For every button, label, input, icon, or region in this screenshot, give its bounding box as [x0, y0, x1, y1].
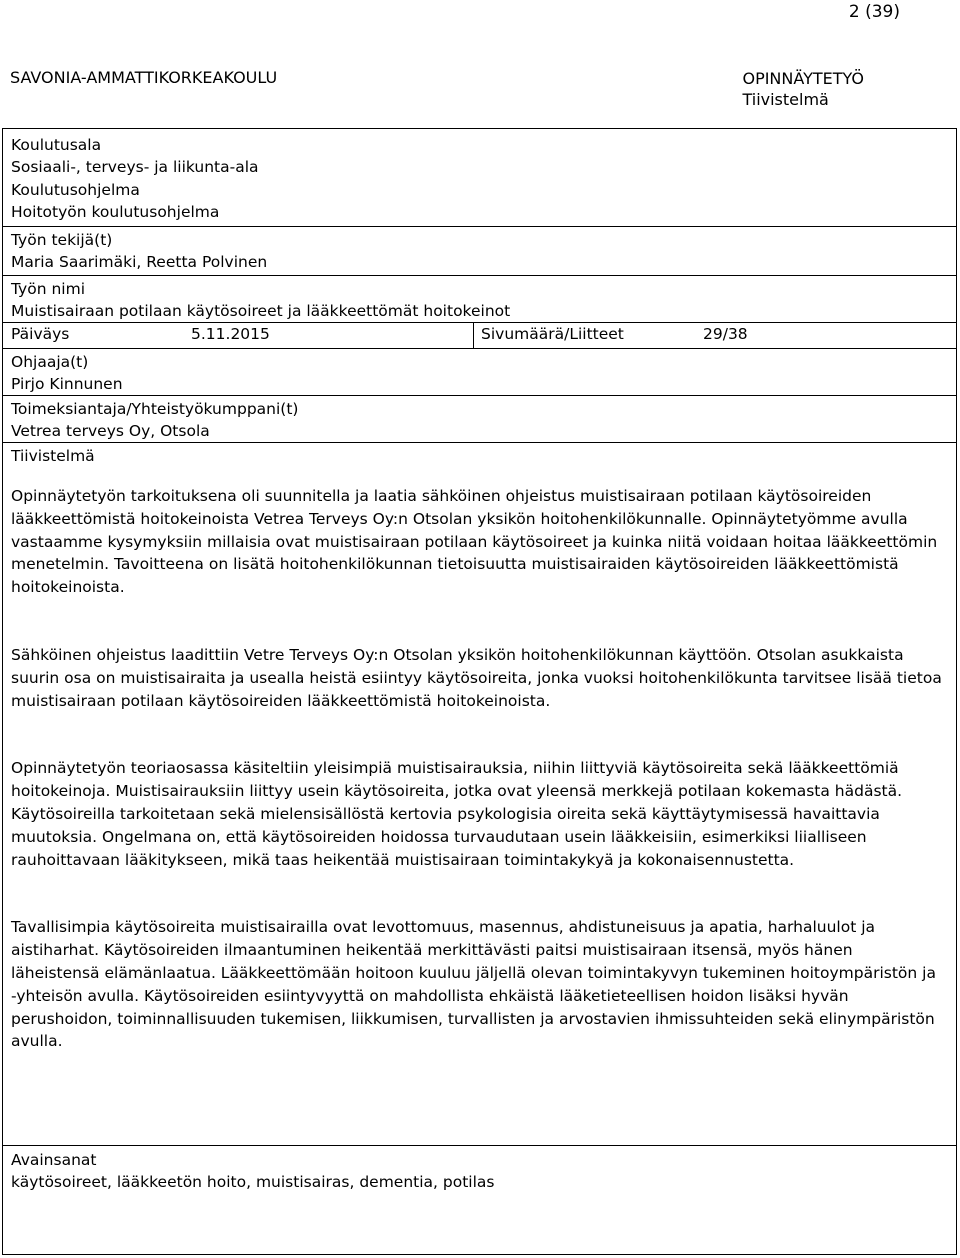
- date-label: Päiväys: [11, 325, 70, 343]
- title-value: Muistisairaan potilaan käytösoireet ja lääkkeettömät hoitokeinot: [11, 302, 511, 320]
- commissioner-row: [3, 395, 956, 444]
- supervisor-value: Pirjo Kinnunen: [11, 375, 123, 393]
- pages-value: 29/38: [703, 325, 748, 343]
- title-label: Työn nimi: [11, 280, 85, 298]
- summary-paragraph: Tavallisimpia käytösoireita muistisairailla ovat levottomuus, masennus, ahdistuneisuus ja apatia, harhaluulot ja aistiharhat. Käytösoireiden ilmaantuminen heikentää merkittävästi paitsi muistisairaan itsensä, myös hänen läheistensä elämänlaatua. Lääkkeettömään hoitoon kuuluu jäljellä olevan toimintakyvyn tukeminen hoitoympäristön ja -yhteisön avulla. Käytösoireiden esiintyvyyttä on mahdollista ehkäistä lääketieteellisen hoidon lisäksi hyvän perushoidon, toiminnallisuuden tukemisen, liikkumisen, turvallisten ja arvostavien ihmissuhteiden sekä elinympäristön avulla.: [11, 918, 936, 1051]
- pages-label: Sivumäärä/Liitteet: [481, 325, 624, 343]
- summary-paragraph: Opinnäytetyön teoriaosassa käsiteltiin yleisimpiä muistisairauksia, niihin liittyviä käytösoireita sekä lääkkeettömiä hoitokeinoja. Muistisairauksiin liittyy usein käytösoireita, jotka ovat yleensä merkkejä potilaan kokemasta hädästä. Käytösoireilla tarkoitetaan sekä mielensisällöstä kertovia psykologisia oireita sekä käyttäytymisessä havaittavia muutoksia. Ongelmana on, että käytösoireiden hoidossa turvaudutaan usein lääkkeisiin, esimerkiksi liialliseen rauhoittavaan lääkitykseen, mikä taas heikentää muistisairaan toimintakykyä ja kokonaisennustetta.: [11, 759, 903, 869]
- commissioner-value: Vetrea terveys Oy, Otsola: [11, 422, 210, 440]
- programme-value: Hoitotyön koulutusohjelma: [11, 203, 220, 221]
- summary-body: [11, 485, 942, 1098]
- title-row: [3, 275, 956, 324]
- programme-row: [3, 179, 956, 227]
- supervisor-label: Ohjaaja(t): [11, 353, 89, 371]
- summary-paragraph: Sähköinen ohjeistus laadittiin Vetre Terveys Oy:n Otsolan yksikön hoitohenkilökunnan käyttöön. Otsolan asukkaista suurin osa on muistisairaita ja usealla heistä esiintyy käytösoireita, jonka vuoksi hoitohenkilökunta tarvitsee lisää tietoa muistisairaan potilaan käytösoireiden lääkkeettömistä hoitokeinoista.: [11, 645, 942, 710]
- field-of-study-label: Koulutusala: [11, 136, 102, 154]
- authors-value: Maria Saarimäki, Reetta Polvinen: [11, 253, 268, 271]
- field-of-study-row: [3, 129, 956, 181]
- commissioner-label: Toimeksiantaja/Yhteistyökumppani(t): [11, 400, 299, 418]
- abstract-form: [2, 128, 957, 1255]
- organization-name: SAVONIA-AMMATTIKORKEAKOULU: [10, 68, 278, 87]
- authors-label: Työn tekijä(t): [11, 231, 113, 249]
- summary-label: Tiivistelmä: [11, 447, 95, 465]
- keywords-label: Avainsanat: [11, 1151, 97, 1169]
- keywords-row: [3, 1145, 956, 1256]
- keywords-value: käytösoireet, lääkkeetön hoito, muistisairas, dementia, potilas: [11, 1173, 495, 1191]
- document-type-subtitle: Tiivistelmä: [742, 90, 829, 109]
- supervisor-row: [3, 348, 956, 397]
- document-type-title: OPINNÄYTETYÖ: [742, 69, 864, 88]
- page-number: 2 (39): [848, 2, 900, 22]
- programme-label: Koulutusohjelma: [11, 181, 140, 199]
- field-of-study-value: Sosiaali-, terveys- ja liikunta-ala: [11, 158, 259, 176]
- cell-divider: [473, 323, 474, 349]
- date-value: 5.11.2015: [191, 325, 270, 343]
- date-pages-row: [3, 322, 956, 349]
- summary-paragraph: Opinnäytetyön tarkoituksena oli suunnitella ja laatia sähköinen ohjeistus muistisairaan potilaan käytösoireiden lääkkeettömistä hoitokeinoista Vetrea Terveys Oy:n Otsolan yksikön hoitohenkilökunnalle. Opinnäytetyömme avulla vastaamme kysymyksiin millaisia ovat muistisairaan potilaan käytösoireet ja kuinka niitä voidaan hoitaa lääkkeettömin menetelmin. Tavoitteena on lisätä hoitohenkilökunnan tietoisuutta muistisairaiden käytösoireiden lääkkeettömistä hoitokeinoista.: [11, 487, 938, 597]
- document-type: [742, 68, 864, 110]
- authors-row: [3, 226, 956, 277]
